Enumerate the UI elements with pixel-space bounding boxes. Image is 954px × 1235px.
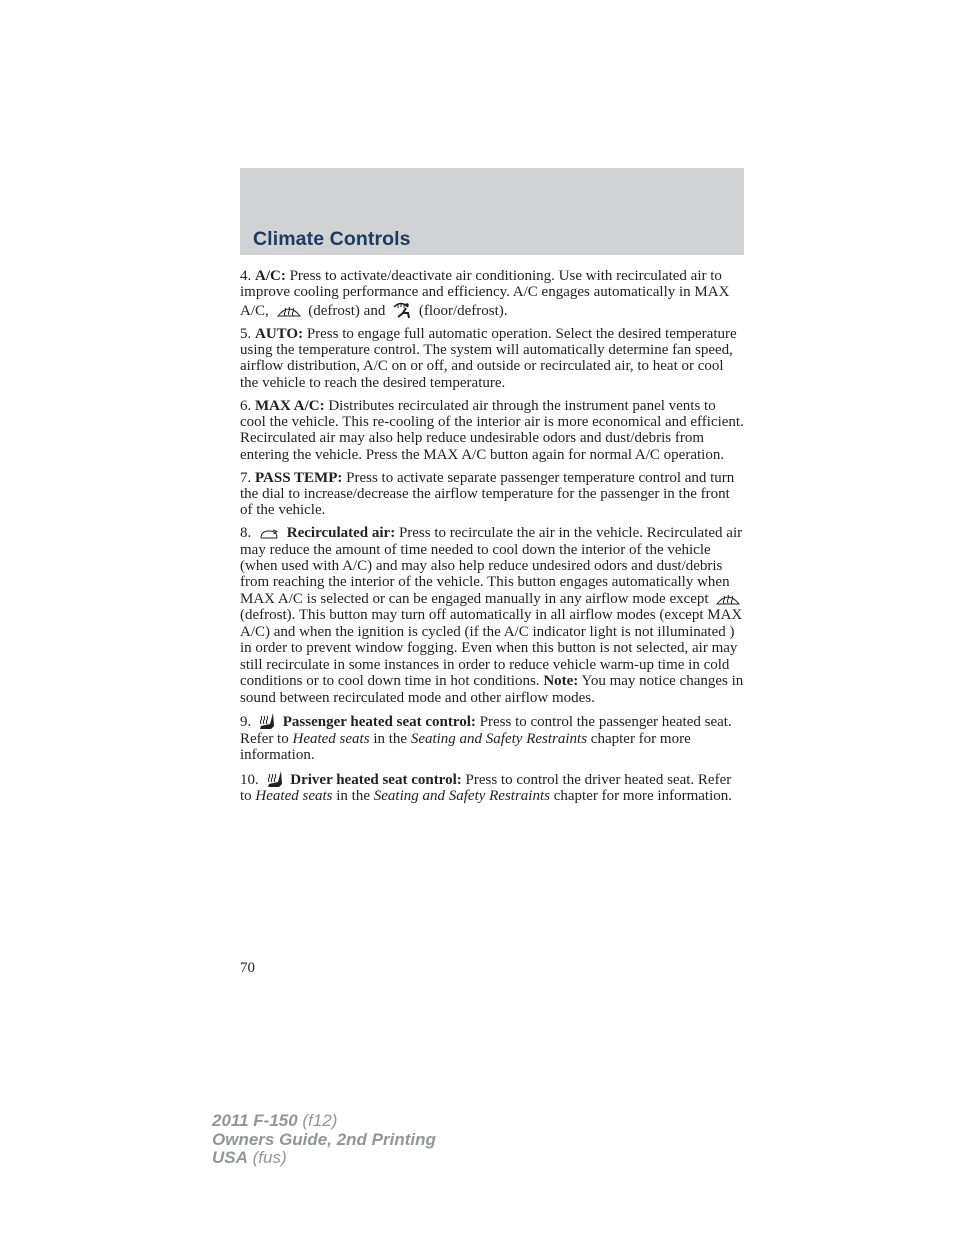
item-driver-heated-seat xyxy=(240,770,745,805)
item-text: Press to control the passenger heated seat. Refer to xyxy=(240,714,732,747)
item-label: Recirculated air: xyxy=(286,525,396,542)
item-auto xyxy=(240,326,745,392)
item-text: Press to activate/deactivate air conditioning. Use with recirculated air to improve cooling performance and efficiency. A/C engages automatically in MAX A/C, xyxy=(240,268,730,319)
item-text: (floor/defrost). xyxy=(418,302,508,319)
section-header-band xyxy=(240,168,744,255)
item-text: Distributes recirculated air through the instrument panel vents to cool the vehicle. This re-cooling of the interior air is more economical and efficient. Recirculated air may also help reduce undesirable odors and dust/debris from entering the vehicle. Press the MAX A/C button again for normal A/C operation. xyxy=(240,397,744,463)
item-recirculated-air xyxy=(240,525,745,706)
item-text: chapter for more information. xyxy=(549,788,732,805)
windshield-defrost-icon xyxy=(276,303,302,319)
body-text xyxy=(240,268,745,811)
cross-reference: Heated seats xyxy=(292,730,370,747)
item-text: You may notice changes in sound between recirculated mode and other airflow modes. xyxy=(240,673,744,706)
item-pass-temp xyxy=(240,470,745,519)
windshield-defrost-icon xyxy=(715,591,741,607)
cross-reference: Seating and Safety Restraints xyxy=(373,788,550,805)
cross-reference: Heated seats xyxy=(255,788,333,805)
heated-seat-icon xyxy=(266,770,284,788)
footer-line-region: USA (fus) xyxy=(212,1148,287,1167)
item-text: chapter for more information. xyxy=(240,730,691,764)
item-number: 10. xyxy=(240,771,259,788)
item-label: PASS TEMP: xyxy=(255,469,343,486)
item-number: 4. xyxy=(240,268,252,284)
item-text: Press to activate separate passenger temperature control and turn the dial to increase/decrease the airflow temperature for the passenger in the front of the vehicle. xyxy=(240,469,735,519)
recirculated-air-icon xyxy=(258,529,280,541)
footer-line-edition: Owners Guide, 2nd Printing xyxy=(212,1129,436,1149)
item-text: in the xyxy=(369,730,411,747)
item-label: AUTO: xyxy=(255,325,304,342)
item-text: (defrost) and xyxy=(308,302,386,319)
cross-reference: Seating and Safety Restraints xyxy=(410,730,588,747)
item-text: Press to engage full automatic operation. Select the desired temperature using the temperature control. The system will automatically determine fan speed, airflow distribution, A/C on or off, and outside or recirculated air, to heat or cool the vehicle to reach the desired temperature. xyxy=(240,325,737,391)
item-label: A/C: xyxy=(255,268,286,284)
item-number: 8. xyxy=(240,525,252,542)
item-text: in the xyxy=(332,788,374,805)
page-number: 70 xyxy=(240,960,255,976)
item-ac xyxy=(240,268,745,319)
note-label: Note: xyxy=(543,673,579,690)
item-text: Press to control the driver heated seat. Refer to xyxy=(240,771,732,805)
item-text: (defrost). This button may turn off automatically in all airflow modes (except MAX A/C) and when the ignition is cycled (if the A/C indicator light is not illuminated ) in order to prevent window fogging. Even when this button is not selected, air may still recirculate in some instances in order to reduce vehicle warm-up time in cold conditions or to cool down time in hot conditions. xyxy=(240,607,743,690)
item-number: 7. xyxy=(240,469,252,486)
item-number: 9. xyxy=(240,714,252,731)
item-label: Passenger heated seat control: xyxy=(282,714,476,731)
footer-line-model: 2011 F-150 (f12) xyxy=(212,1111,338,1130)
heated-seat-icon xyxy=(258,712,276,730)
item-max-ac xyxy=(240,398,745,464)
footer xyxy=(212,1112,436,1168)
section-title: Climate Controls xyxy=(253,228,411,250)
item-label: MAX A/C: xyxy=(255,397,325,414)
item-text: Press to recirculate the air in the vehicle. Recirculated air may reduce the amount of time needed to cool down the interior of the vehicle (when used with A/C) and may also help reduce undesired odors and dust/debris from reaching the interior of the vehicle. This button engages automatically when MAX A/C is selected or can be engaged manually in any airflow mode except xyxy=(240,525,743,607)
item-number: 5. xyxy=(240,325,252,342)
item-passenger-heated-seat xyxy=(240,712,745,763)
item-label: Driver heated seat control: xyxy=(290,771,462,788)
item-number: 6. xyxy=(240,397,252,414)
floor-defrost-icon xyxy=(392,301,412,319)
